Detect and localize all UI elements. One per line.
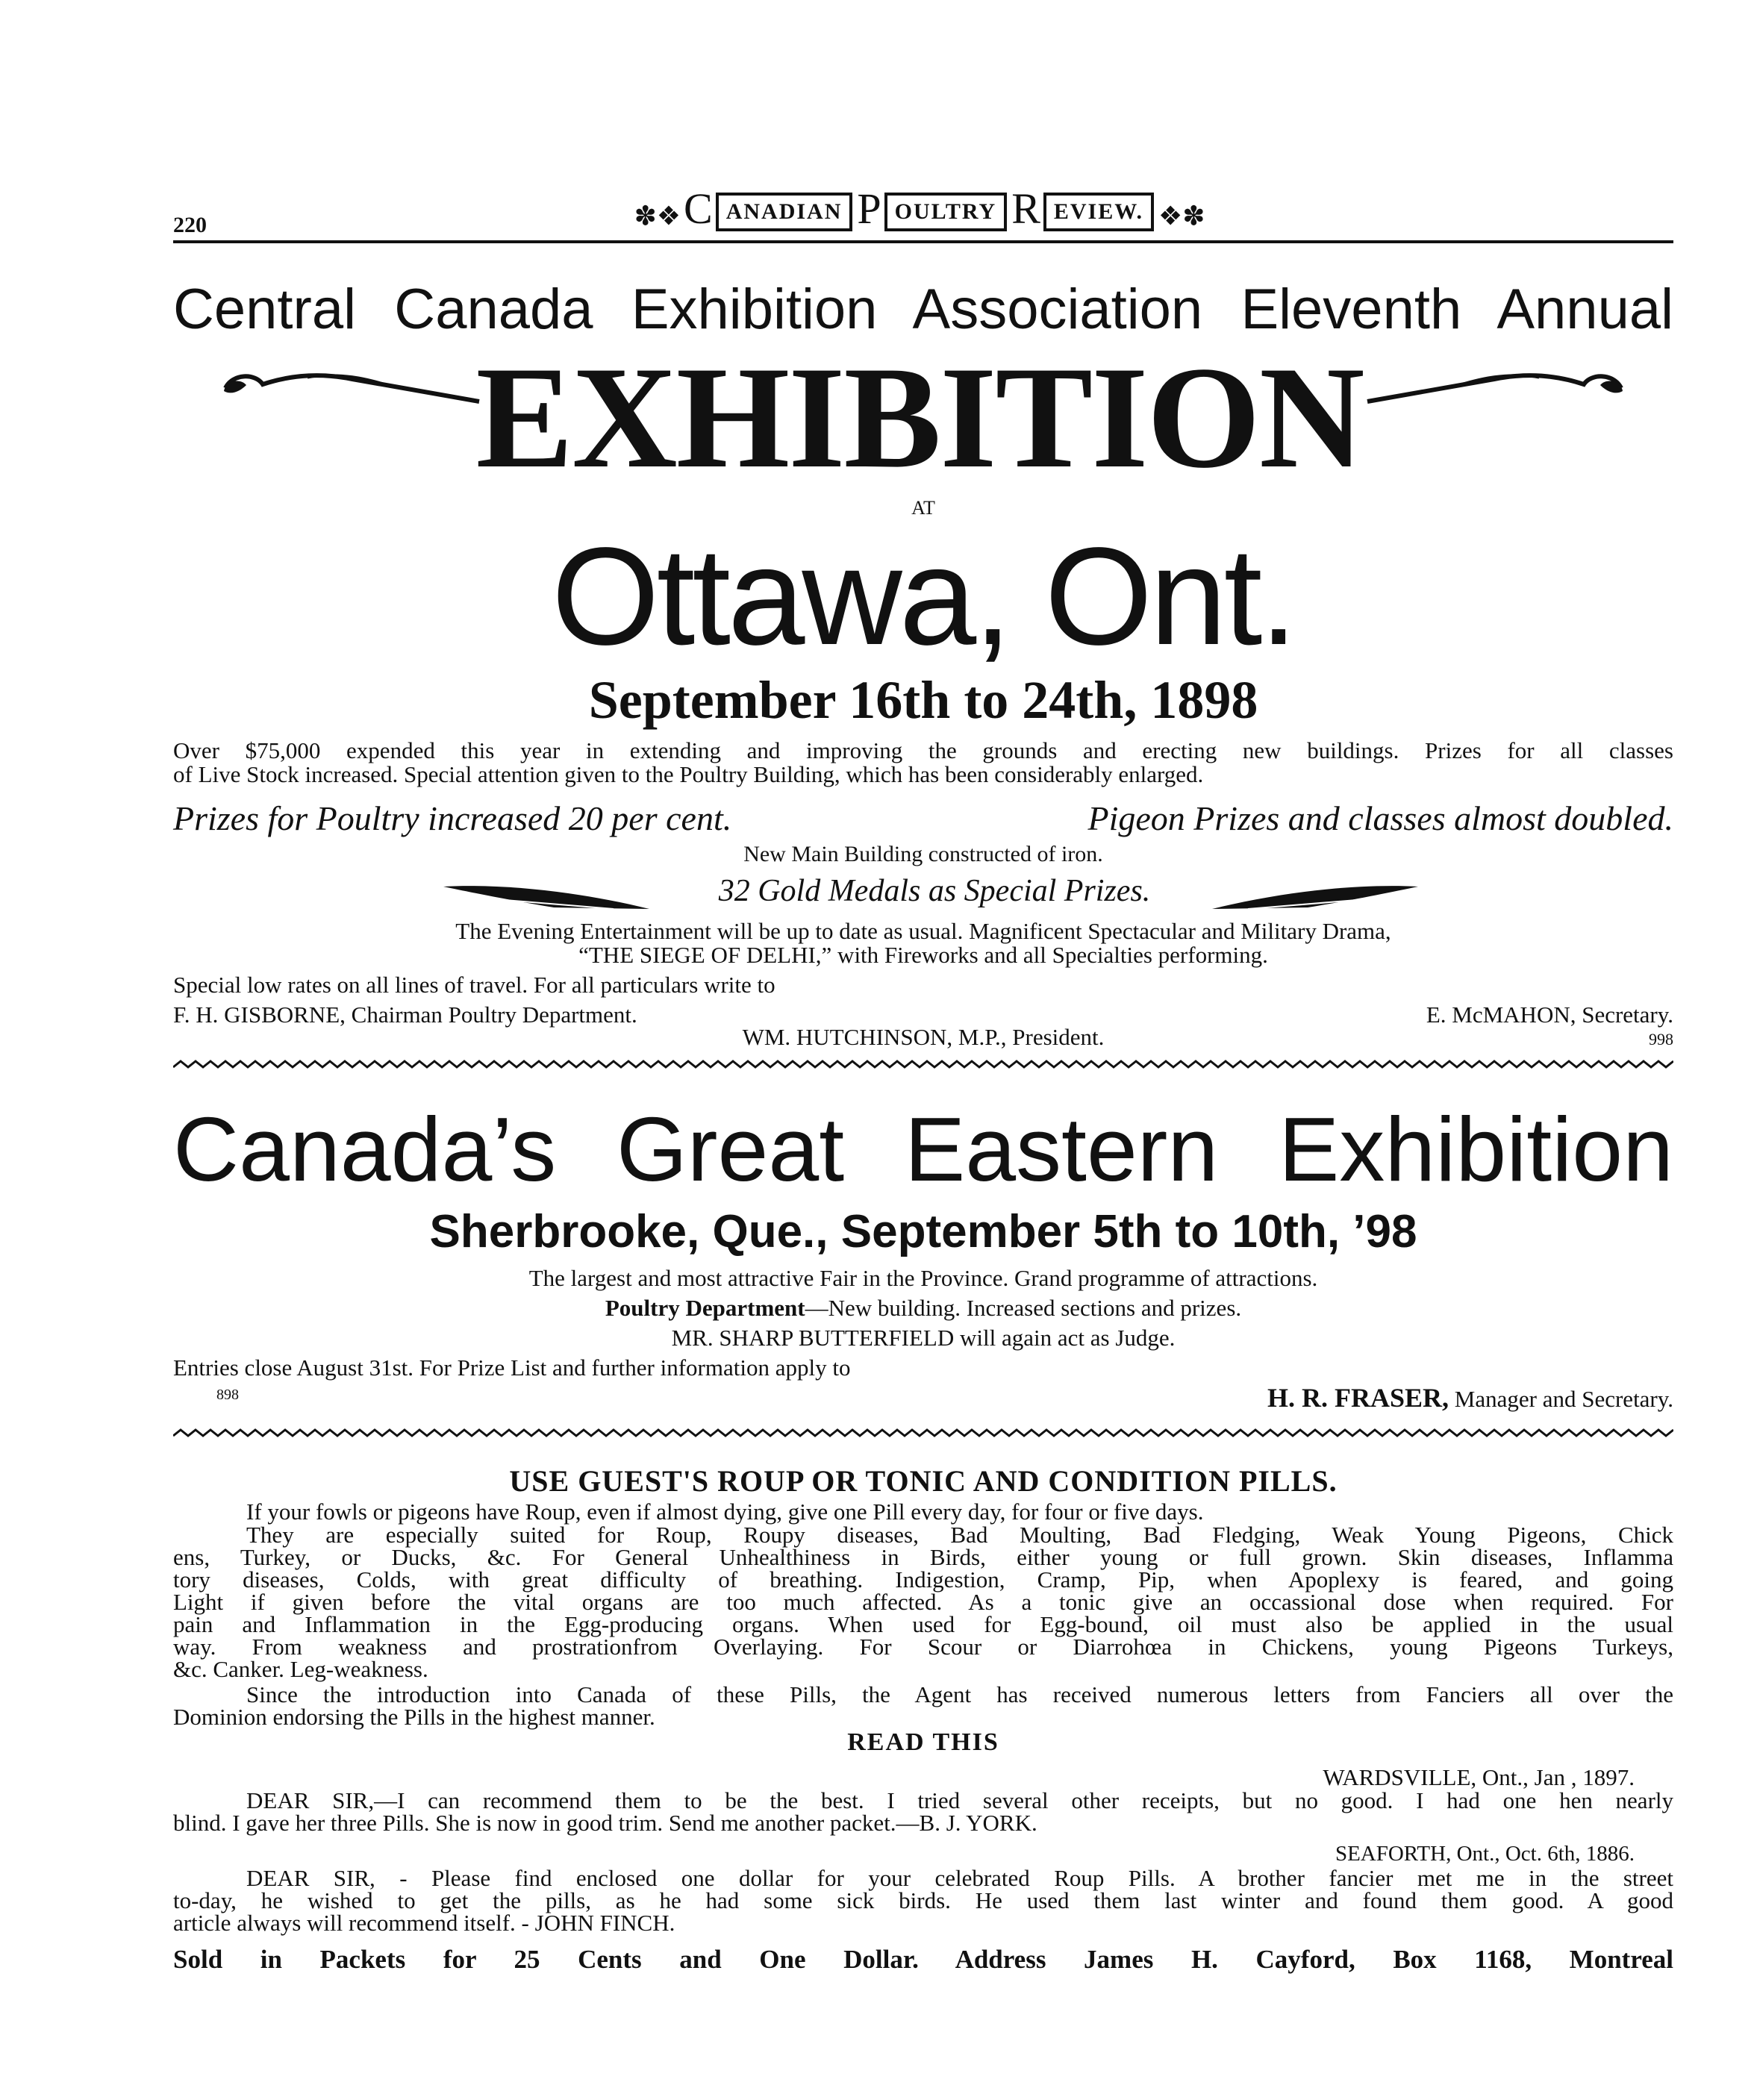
masthead-initial-r: R: [1011, 184, 1040, 233]
letter1-place: WARDSVILLE, Ont., Jan , 1897.: [1323, 1764, 1635, 1790]
prizes-poultry: Prizes for Poultry increased 20 per cent.: [173, 799, 732, 837]
ad1-intro: Central Canada Exhibition Association Eleventh Annual: [173, 278, 1673, 341]
ad3-para3: [173, 1681, 1673, 1730]
header-rule: [173, 240, 1673, 243]
ad3-para2-line: tory diseases, Colds, with great difficulty of breathing. Indigestion, Cramp, Pip, when Apoplexy is feared, and going: [173, 1566, 1673, 1593]
masthead-initial-p: P: [857, 184, 881, 233]
ad1-at: AT: [911, 497, 935, 519]
ad1-headline: EXHIBITION: [475, 337, 1364, 499]
ad3-footer: Sold in Packets for 25 Cents and One Dollar. Address James H. Cayford, Box 1168, Montreal: [173, 1945, 1673, 1974]
page-header: [173, 172, 1673, 239]
masthead-word-canadian: ANADIAN: [716, 193, 853, 231]
ad3-para2-line: pain and Inflammation in the Egg-producing organs. When used for Egg-bound, oil must also be applied in the usual: [173, 1611, 1673, 1637]
letter2-line: DEAR SIR, - Please find enclosed one dollar for your celebrated Roup Pills. A brother fancier met me in the street: [246, 1865, 1673, 1891]
ad3-para2-line: &c. Canker. Leg-weakness.: [173, 1656, 428, 1682]
ad3-read-this: READ THIS: [847, 1728, 999, 1756]
ad2-code: 898: [216, 1387, 239, 1403]
contact-name: H. R. FRASER,: [1267, 1383, 1449, 1413]
masthead-right-ornament: ❖✽: [1158, 201, 1205, 231]
ad1-main-building: New Main Building constructed of iron.: [743, 842, 1103, 866]
ad2-line2: [173, 1296, 1673, 1321]
letter2-place: SEAFORTH, Ont., Oct. 6th, 1886.: [1335, 1842, 1635, 1866]
contact-title: Manager and Secretary.: [1454, 1386, 1673, 1412]
letter1: [173, 1787, 1673, 1836]
ad1-mcmahon: E. McMAHON, Secretary.: [1426, 1001, 1673, 1028]
ad1-medals-row: [173, 872, 1673, 916]
ad1-rates: Special low rates on all lines of travel. For all particulars write to: [173, 972, 775, 998]
prizes-pigeon: Pigeon Prizes and classes almost doubled.: [1087, 799, 1673, 837]
ad3-para3-line: Dominion endorsing the Pills in the highest manner.: [173, 1704, 655, 1730]
ad2-line1: The largest and most attractive Fair in the Province. Grand programme of attractions.: [528, 1265, 1318, 1291]
poultry-department-label: Poultry Department: [605, 1295, 805, 1321]
ad3-para2-line: They are especially suited for Roup, Roupy diseases, Bad Moulting, Bad Fledging, Weak Young Pigeons, Chick: [246, 1522, 1673, 1548]
zigzag-divider: [173, 1427, 1673, 1439]
ad3-para2: [173, 1524, 1673, 1681]
ad3-para3-line: Since the introduction into Canada of these Pills, the Agent has received numerous letters from Fanciers all over the: [246, 1681, 1673, 1707]
masthead-left-ornament: ✽❖: [634, 201, 681, 231]
ad1-gisborne: F. H. GISBORNE, Chairman Poultry Department.: [173, 1001, 637, 1028]
letter1-line: blind. I gave her three Pills. She is now in good trim. Send me another packet.—B. J. YORK.: [173, 1810, 1037, 1836]
poultry-department-text: —New building. Increased sections and prizes.: [805, 1295, 1242, 1321]
ad2-headline: Canada’s Great Eastern Exhibition: [173, 1099, 1673, 1200]
ad2-line4: Entries close August 31st. For Prize List and further information apply to: [173, 1354, 851, 1381]
right-flourish-icon: [1360, 358, 1629, 410]
masthead-word-poultry: OULTRY: [884, 193, 1008, 231]
ad1-evening-2: “THE SIEGE OF DELHI,” with Fireworks and all Specialties performing.: [578, 942, 1268, 968]
letter1-line: DEAR SIR,—I can recommend them to be the best. I tried several other receipts, but no good. I had one hen nearly: [246, 1787, 1673, 1813]
page-number: 220: [173, 213, 207, 237]
ad1-headline-row: [173, 337, 1673, 500]
ad3-headline: USE GUEST'S ROUP OR TONIC AND CONDITION PILLS.: [509, 1464, 1338, 1498]
left-quill-icon: [442, 876, 651, 913]
ad2-contact: [1267, 1385, 1673, 1412]
ad2-subhead: Sherbrooke, Que., September 5th to 10th, ’98: [429, 1206, 1417, 1257]
ad1-medals: 32 Gold Medals as Special Prizes.: [718, 874, 1151, 908]
masthead-initial-c: C: [684, 184, 713, 233]
ad1-body: [173, 739, 1673, 787]
ad2-line3: MR. SHARP BUTTERFIELD will again act as Judge.: [671, 1325, 1176, 1351]
ad1-code: 998: [1649, 1030, 1673, 1049]
masthead-word-review: EVIEW.: [1043, 193, 1154, 231]
letter2-line: article always will recommend itself. - JOHN FINCH.: [173, 1910, 675, 1936]
ad1-body-line: of Live Stock increased. Special attention given to the Poultry Building, which has been considerably enlarged.: [173, 761, 1204, 787]
masthead: [621, 184, 1218, 234]
ad1-hutchinson: WM. HUTCHINSON, M.P., President.: [742, 1024, 1105, 1050]
ad3-para2-line: Light if given before the vital organs are too much affected. As a tonic give an occassional dose when required. For: [173, 1589, 1673, 1615]
ad3-para2-line: ens, Turkey, or Ducks, &c. For General Unhealthiness in Birds, either young or full grown. Skin diseases, Inflamma: [173, 1544, 1673, 1570]
ad1-body-line: Over $75,000 expended this year in extending and improving the grounds and erecting new buildings. Prizes for all classes: [173, 737, 1673, 763]
letter2-line: to-day, he wished to get the pills, as he had some sick birds. He used them last winter and found them good. A good: [173, 1887, 1673, 1913]
ad3-para1: If your fowls or pigeons have Roup, even if almost dying, give one Pill every day, for four or five days.: [246, 1499, 1204, 1525]
letter2: [173, 1867, 1673, 1934]
ad1-place: Ottawa, Ont.: [551, 519, 1296, 674]
ad1-evening-1: The Evening Entertainment will be up to date as usual. Magnificent Spectacular and Military Drama,: [455, 918, 1391, 944]
zigzag-divider: [173, 1058, 1673, 1070]
ad3-para2-line: way. From weakness and prostrationfrom Overlaying. For Scour or Diarrohœa in Chickens, young Pigeons Turkeys,: [173, 1634, 1673, 1660]
right-quill-icon: [1211, 876, 1420, 913]
ad1-dates: September 16th to 24th, 1898: [588, 670, 1258, 730]
